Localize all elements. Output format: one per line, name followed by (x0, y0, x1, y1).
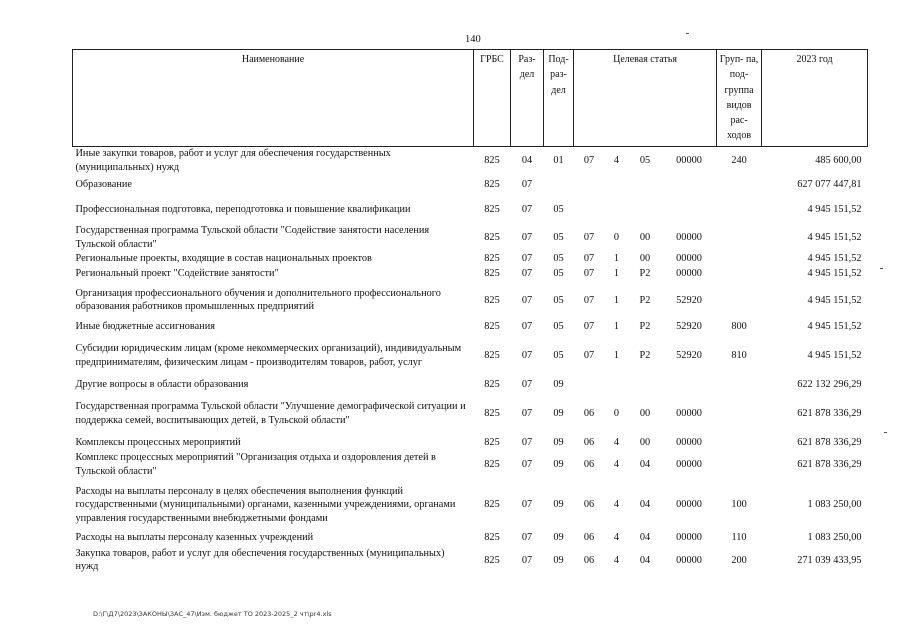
row-target-subprogram: P2 (639, 294, 651, 306)
row-target-program: 06 (583, 437, 595, 449)
row-target-program: 07 (583, 350, 595, 362)
table-row (73, 377, 868, 392)
table-header-row (73, 50, 868, 147)
row-target-type: 4 (613, 532, 620, 544)
row-name: Комплекс процессных мероприятий "Организация отдыха и оздоровления детей в Тульской области" (75, 452, 436, 477)
row-name: Профессиональная подготовка, переподготовка и повышение квалификации (75, 203, 411, 215)
row-name: Комплексы процессных мероприятий (75, 437, 241, 449)
row-grbs: 825 (484, 499, 500, 511)
row-grbs: 825 (484, 459, 500, 471)
row-target-direction: 00000 (676, 437, 702, 449)
row-amount: 1 083 250,00 (807, 532, 862, 544)
row-target-type: 1 (613, 350, 620, 362)
row-target-direction: 00000 (676, 554, 702, 566)
row-grbs: 825 (484, 294, 500, 306)
table-row (73, 334, 868, 377)
row-name: Расходы на выплаты персоналу в целях обеспечения выполнения функций государственными (муниципальными) органами, казенными учреждениями, органами управления государственными внебюджетными фондами (75, 485, 456, 524)
row-target-program: 06 (583, 459, 595, 471)
row-expense-type: 100 (731, 499, 747, 511)
row-target-type (605, 194, 629, 224)
row-grbs: 825 (484, 350, 500, 362)
file-path-footer: D:\Г\Д7\2023\ЗАКОНЫ\ЗАС_47\Изм. бюджет ТО 2023-2025_2 чт\pr4.xls (93, 610, 332, 618)
row-target-direction: 00000 (676, 253, 702, 265)
row-target-type: 1 (613, 321, 620, 333)
row-target-direction: 00000 (676, 154, 702, 166)
row-expense-type (717, 251, 762, 266)
row-amount: 4 945 151,52 (807, 268, 862, 280)
row-expense-type: 800 (731, 321, 747, 333)
row-target-program: 06 (583, 532, 595, 544)
row-amount: 627 077 447,81 (797, 178, 862, 190)
table-row (73, 479, 868, 530)
row-target-subprogram: 04 (639, 532, 651, 544)
row-target-type: 0 (613, 232, 620, 244)
row-amount: 621 878 336,29 (797, 459, 862, 471)
row-grbs: 825 (484, 253, 500, 265)
row-target-direction: 00000 (676, 408, 702, 420)
row-target-direction: 00000 (676, 232, 702, 244)
row-grbs: 825 (484, 154, 500, 166)
row-expense-type (717, 377, 762, 392)
row-amount: 4 945 151,52 (807, 321, 862, 333)
row-grbs: 825 (484, 321, 500, 333)
row-podrazdel: 09 (553, 459, 564, 471)
row-expense-type (717, 392, 762, 435)
row-name: Организация профессионального обучения и дополнительного профессионального образования работников промышленных предприятий (75, 287, 441, 313)
row-expense-type (717, 450, 762, 479)
row-target-type: 4 (613, 437, 620, 449)
table-row (73, 266, 868, 281)
scan-mark (884, 432, 887, 433)
row-amount: 271 039 433,95 (797, 554, 862, 566)
row-expense-type (717, 266, 762, 281)
row-name: Расходы на выплаты персоналу казенных учреждений (75, 532, 314, 544)
row-podrazdel: 05 (553, 203, 564, 215)
table-row (73, 251, 868, 266)
row-target-subprogram: 04 (639, 554, 651, 566)
row-grbs: 825 (484, 554, 500, 566)
row-target-subprogram: P2 (639, 321, 651, 333)
row-name: Региональные проекты, входящие в состав национальных проектов (75, 253, 372, 265)
row-target-subprogram: 04 (639, 499, 651, 511)
row-amount: 621 878 336,29 (797, 437, 862, 449)
table-row (73, 530, 868, 545)
row-razdel: 07 (521, 203, 533, 215)
row-expense-type (717, 194, 762, 224)
scan-mark (880, 268, 883, 269)
row-expense-type (717, 435, 762, 450)
row-podrazdel: 05 (553, 253, 564, 265)
table-row (73, 224, 868, 251)
row-grbs: 825 (484, 532, 500, 544)
row-name: Субсидии юридическим лицам (кроме некоммерческих организаций), индивидуальным предпринимателям, физическим лицам - производителям товаров, работ, услуг (75, 343, 462, 368)
header-expense-group: Груп- па, под- группа видов рас- ходов (717, 50, 762, 147)
row-target-direction: 00000 (676, 459, 702, 471)
header-name: Наименование (73, 50, 474, 147)
header-grbs: ГРБС (474, 50, 511, 147)
row-razdel: 07 (521, 232, 533, 244)
row-amount: 621 878 336,29 (797, 408, 862, 420)
row-target-type: 4 (613, 459, 620, 471)
row-razdel: 07 (521, 459, 533, 471)
row-target-program: 06 (583, 499, 595, 511)
row-target-program: 07 (583, 253, 595, 265)
row-podrazdel: 01 (553, 154, 564, 166)
row-grbs: 825 (484, 232, 500, 244)
row-target-program: 07 (583, 154, 595, 166)
row-target-direction (662, 174, 717, 194)
row-target-type: 4 (613, 554, 620, 566)
row-expense-type (717, 281, 762, 319)
row-expense-type: 200 (731, 554, 747, 566)
row-expense-type: 810 (731, 350, 747, 362)
row-amount: 4 945 151,52 (807, 294, 862, 306)
row-target-type: 4 (613, 499, 620, 511)
row-target-program (574, 377, 605, 392)
row-podrazdel: 05 (553, 294, 564, 306)
row-target-subprogram: 00 (639, 253, 651, 265)
row-podrazdel: 09 (553, 499, 564, 511)
row-name: Региональный проект "Содействие занятости" (75, 268, 279, 280)
row-grbs: 825 (484, 408, 500, 420)
row-razdel: 07 (521, 253, 533, 265)
header-podrazdel: Под- раз- дел (544, 50, 574, 147)
row-target-direction: 52920 (676, 294, 702, 306)
row-target-subprogram: 00 (639, 408, 651, 420)
row-amount: 4 945 151,52 (807, 203, 862, 215)
row-razdel: 07 (521, 532, 533, 544)
table-row (73, 545, 868, 575)
row-podrazdel: 09 (553, 554, 564, 566)
row-target-direction: 00000 (676, 532, 702, 544)
row-name: Образование (75, 178, 132, 190)
row-grbs: 825 (484, 268, 500, 280)
header-razdel: Раз- дел (511, 50, 544, 147)
table-row (73, 450, 868, 479)
row-razdel: 07 (521, 268, 533, 280)
row-target-type: 0 (613, 408, 620, 420)
page-number: 140 (465, 34, 481, 45)
row-target-type: 1 (613, 294, 620, 306)
row-podrazdel: 05 (553, 268, 564, 280)
row-amount: 4 945 151,52 (807, 253, 862, 265)
row-target-direction: 00000 (676, 499, 702, 511)
row-razdel: 07 (521, 408, 533, 420)
row-target-direction: 52920 (676, 350, 702, 362)
row-podrazdel: 05 (553, 321, 564, 333)
table-row (73, 174, 868, 194)
row-podrazdel: 09 (553, 437, 564, 449)
row-target-subprogram: 00 (639, 232, 651, 244)
row-target-subprogram: 04 (639, 459, 651, 471)
row-grbs: 825 (484, 178, 500, 190)
row-grbs: 825 (484, 379, 500, 391)
row-target-type: 1 (613, 268, 620, 280)
row-target-program: 07 (583, 232, 595, 244)
row-expense-type (717, 224, 762, 251)
row-grbs: 825 (484, 203, 500, 215)
row-name: Закупка товаров, работ и услуг для обеспечения государственных (муниципальных) нужд (75, 547, 445, 573)
row-name: Другие вопросы в области образования (75, 379, 249, 391)
table-row (73, 194, 868, 224)
row-podrazdel: 09 (553, 532, 564, 544)
row-target-type (605, 377, 629, 392)
row-amount: 485 600,00 (815, 154, 862, 166)
row-target-program (574, 174, 605, 194)
row-target-subprogram (629, 377, 662, 392)
row-amount: 622 132 296,29 (797, 379, 862, 391)
row-podrazdel: 09 (553, 379, 564, 391)
row-target-subprogram: P2 (639, 350, 651, 362)
row-razdel: 07 (521, 554, 533, 566)
row-expense-type: 240 (731, 154, 747, 166)
scan-mark (686, 33, 689, 34)
row-target-direction (662, 194, 717, 224)
row-target-type: 1 (613, 253, 620, 265)
row-target-program: 06 (583, 554, 595, 566)
row-target-subprogram: P2 (639, 268, 651, 280)
row-razdel: 07 (521, 321, 533, 333)
row-amount: 1 083 250,00 (807, 499, 862, 511)
row-razdel: 07 (521, 294, 533, 306)
row-name: Иные бюджетные ассигнования (75, 321, 215, 333)
row-amount: 4 945 151,52 (807, 232, 862, 244)
row-podrazdel: 05 (553, 232, 564, 244)
row-target-subprogram: 05 (639, 154, 651, 166)
row-name: Иные закупки товаров, работ и услуг для обеспечения государственных (муниципальных) нужд (75, 148, 391, 173)
row-target-subprogram: 00 (639, 437, 651, 449)
row-target-program (574, 194, 605, 224)
header-target-article: Целевая статья (574, 50, 717, 147)
table-row (73, 281, 868, 319)
row-razdel: 07 (521, 499, 533, 511)
row-name: Государственная программа Тульской области "Содействие занятости населения Тульской области" (75, 225, 430, 250)
row-razdel: 04 (521, 154, 533, 166)
table-row (73, 392, 868, 435)
row-target-direction: 52920 (676, 321, 702, 333)
row-podrazdel: 05 (553, 350, 564, 362)
budget-table (72, 49, 868, 575)
row-target-program: 07 (583, 268, 595, 280)
row-target-program: 07 (583, 321, 595, 333)
row-razdel: 07 (521, 350, 533, 362)
row-target-subprogram (629, 174, 662, 194)
header-year: 2023 год (762, 50, 868, 147)
row-name: Государственная программа Тульской области "Улучшение демографической ситуации и поддержка семей, воспитывающих детей, в Тульской области" (75, 401, 466, 426)
row-target-direction: 00000 (676, 268, 702, 280)
row-expense-type (717, 174, 762, 194)
table-row (73, 435, 868, 450)
row-target-direction (662, 377, 717, 392)
row-razdel: 07 (521, 379, 533, 391)
table-row (73, 319, 868, 334)
row-amount: 4 945 151,52 (807, 350, 862, 362)
row-razdel: 07 (521, 178, 533, 190)
row-target-subprogram (629, 194, 662, 224)
row-target-program: 06 (583, 408, 595, 420)
row-target-type: 4 (613, 154, 620, 166)
row-target-program: 07 (583, 294, 595, 306)
row-podrazdel (544, 174, 574, 194)
row-grbs: 825 (484, 437, 500, 449)
row-expense-type: 110 (731, 532, 747, 544)
row-target-type (605, 174, 629, 194)
table-row (73, 146, 868, 174)
row-razdel: 07 (521, 437, 533, 449)
row-podrazdel: 09 (553, 408, 564, 420)
